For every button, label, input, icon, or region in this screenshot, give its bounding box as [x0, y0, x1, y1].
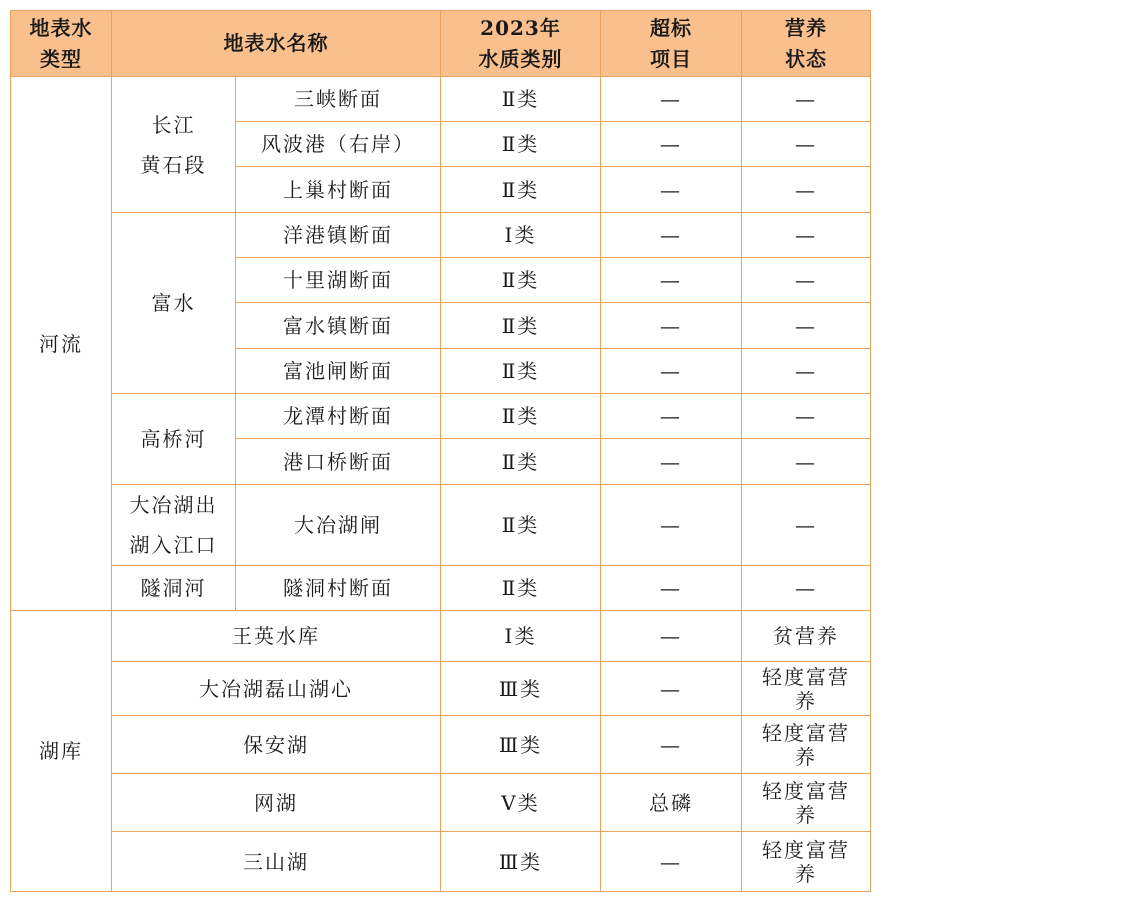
group-lake: 湖库 [11, 611, 112, 892]
river-gaoqiaohe: 高桥河 [112, 394, 236, 485]
lake-name: 大冶湖磊山湖心 [112, 662, 441, 716]
river-fushui: 富水 [112, 213, 236, 394]
nutrition-cell: 贫营养 [742, 611, 871, 662]
exceed-cell: — [601, 258, 742, 303]
nutrition-cell: 轻度富营 养 [742, 716, 871, 774]
section-name: 十里湖断面 [236, 258, 441, 303]
exceed-cell: — [601, 303, 742, 349]
nutrition-cell: — [742, 167, 871, 213]
section-name: 隧洞村断面 [236, 566, 441, 611]
nutrition-cell: — [742, 303, 871, 349]
class-cell: Ⅱ类 [441, 439, 601, 485]
section-name: 港口桥断面 [236, 439, 441, 485]
nutrition-cell: 轻度富营 养 [742, 774, 871, 832]
nutrition-cell: — [742, 485, 871, 566]
exceed-cell: — [601, 122, 742, 167]
table-row [11, 774, 871, 832]
river-suidonghe: 隧洞河 [112, 566, 236, 611]
river-daye-outlet: 大冶湖出 湖入江口 [112, 485, 236, 566]
class-cell: Ⅱ类 [441, 566, 601, 611]
header-type: 地表水 类型 [11, 11, 112, 77]
section-name: 三峡断面 [236, 77, 441, 122]
class-cell: Ⅰ类 [441, 213, 601, 258]
class-cell: Ⅱ类 [441, 122, 601, 167]
table-row [11, 77, 871, 122]
section-name: 洋港镇断面 [236, 213, 441, 258]
nutrition-cell: — [742, 77, 871, 122]
class-cell: Ⅱ类 [441, 77, 601, 122]
table-row [11, 394, 871, 439]
table-row [11, 213, 871, 258]
class-cell: Ⅲ类 [441, 662, 601, 716]
river-changjiang: 长江 黄石段 [112, 77, 236, 213]
class-cell: Ⅱ类 [441, 394, 601, 439]
nutrition-cell: 轻度富营 养 [742, 832, 871, 892]
exceed-cell: — [601, 832, 742, 892]
class-cell: Ⅱ类 [441, 258, 601, 303]
section-name: 龙潭村断面 [236, 394, 441, 439]
class-cell: Ⅱ类 [441, 485, 601, 566]
class-cell: Ⅱ类 [441, 303, 601, 349]
class-cell: Ⅱ类 [441, 349, 601, 394]
table-row [11, 832, 871, 892]
header-nutrition: 营养 状态 [742, 11, 871, 77]
nutrition-cell: — [742, 349, 871, 394]
nutrition-cell: — [742, 122, 871, 167]
exceed-cell: — [601, 716, 742, 774]
lake-name: 保安湖 [112, 716, 441, 774]
nutrition-cell: 轻度富营 养 [742, 662, 871, 716]
lake-name: 三山湖 [112, 832, 441, 892]
table-row [11, 485, 871, 566]
table-row [11, 566, 871, 611]
table-row [11, 716, 871, 774]
class-cell: Ⅲ类 [441, 832, 601, 892]
table-row [11, 611, 871, 662]
nutrition-cell: — [742, 566, 871, 611]
section-name: 富水镇断面 [236, 303, 441, 349]
header-name: 地表水名称 [112, 11, 441, 77]
section-name: 风波港（右岸） [236, 122, 441, 167]
nutrition-cell: — [742, 258, 871, 303]
lake-name: 王英水库 [112, 611, 441, 662]
section-name: 大冶湖闸 [236, 485, 441, 566]
nutrition-cell: — [742, 213, 871, 258]
exceed-cell: — [601, 349, 742, 394]
class-cell: Ⅴ类 [441, 774, 601, 832]
section-name: 富池闸断面 [236, 349, 441, 394]
nutrition-cell: — [742, 439, 871, 485]
header-class: 2023年 水质类别 [441, 11, 601, 77]
exceed-cell: — [601, 439, 742, 485]
header-exceed: 超标 项目 [601, 11, 742, 77]
table-row [11, 662, 871, 716]
class-cell: Ⅱ类 [441, 167, 601, 213]
exceed-cell: — [601, 213, 742, 258]
exceed-cell: — [601, 394, 742, 439]
exceed-cell: 总磷 [601, 774, 742, 832]
exceed-cell: — [601, 566, 742, 611]
exceed-cell: — [601, 662, 742, 716]
class-cell: Ⅰ类 [441, 611, 601, 662]
nutrition-cell: — [742, 394, 871, 439]
group-river: 河流 [11, 77, 112, 611]
exceed-cell: — [601, 485, 742, 566]
exceed-cell: — [601, 167, 742, 213]
class-cell: Ⅲ类 [441, 716, 601, 774]
exceed-cell: — [601, 611, 742, 662]
water-quality-table [10, 10, 871, 892]
lake-name: 网湖 [112, 774, 441, 832]
exceed-cell: — [601, 77, 742, 122]
section-name: 上巢村断面 [236, 167, 441, 213]
